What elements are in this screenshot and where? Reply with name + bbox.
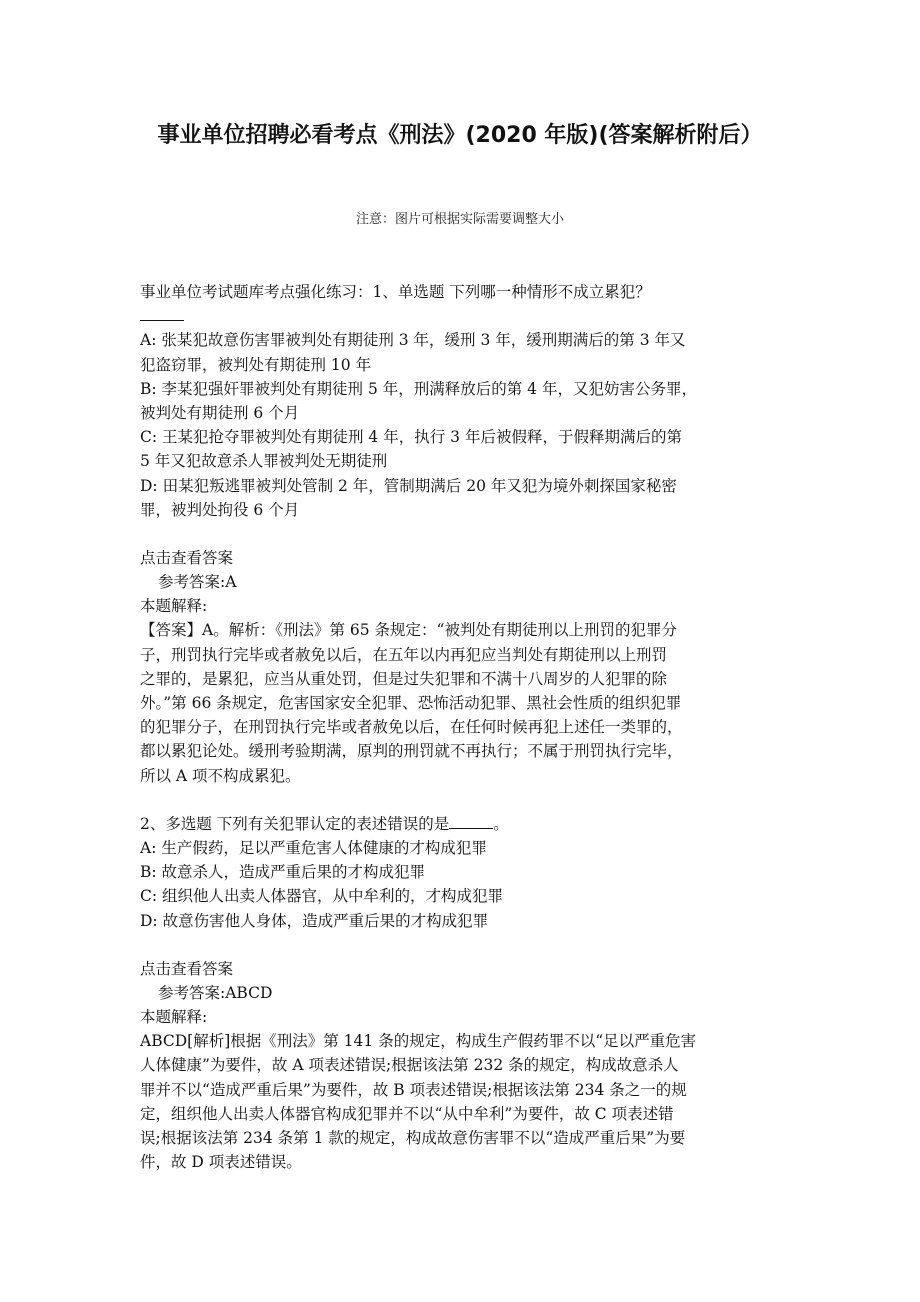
option-b-line-2: 被判处有期徒刑 6 个月 xyxy=(140,403,300,422)
option-b: B: 故意杀人，造成严重后果的才构成犯罪 xyxy=(140,863,426,882)
option-a-line-1: A: 张某犯故意伤害罪被判处有期徒刑 3 年，缓刑 3 年，缓刑期满后的第 3 年又 xyxy=(140,331,686,350)
explanation-line: 件，故 D 项表述错误。 xyxy=(140,1153,302,1172)
option-c-line-1: C: 王某犯抢夺罪被判处有期徒刑 4 年，执行 3 年后被假释，于假释期满后的第 xyxy=(140,428,682,447)
explanation-line: 的犯罪分子，在刑罚执行完毕或者赦免以后，在任何时候再犯上述任一类罪的， xyxy=(140,718,683,737)
blank-underline xyxy=(140,306,184,321)
explanation-line: 【答案】A。解析：《刑法》第 65 条规定：“被判处有期徒刑以上刑罚的犯罪分 xyxy=(140,621,677,640)
explanation-line: 之罪的，是累犯，应当从重处罚，但是过失犯罪和不满十八周岁的人犯罪的除 xyxy=(140,669,668,688)
view-answer-link[interactable]: 点击查看答案 xyxy=(140,959,234,978)
option-c-line-2: 5 年又犯故意杀人罪被判处无期徒刑 xyxy=(140,452,388,471)
blank-underline xyxy=(449,814,493,829)
answer-blank xyxy=(140,304,785,328)
option-a-line-2: 犯盗窃罪，被判处有期徒刑 10 年 xyxy=(140,355,372,374)
option-d-line-1: D: 田某犯叛逃罪被判处管制 2 年，管制期满后 20 年又犯为境外刺探国家秘密 xyxy=(140,476,677,495)
explanation-line: ABCD[解析]根据《刑法》第 141 条的规定，构成生产假药罪不以“足以严重危害 xyxy=(140,1032,697,1051)
spacer xyxy=(140,522,785,546)
image-size-note: 注意：图片可根据实际需要调整大小 xyxy=(355,212,564,227)
explanation-line: 所以 A 项不构成累犯。 xyxy=(140,766,301,785)
explanation-line: 误;根据该法第 234 条第 1 款的规定，构成故意伤害罪不以“造成严重后果”为要 xyxy=(140,1129,686,1147)
option-a: A: 生产假药，足以严重危害人体健康的才构成犯罪 xyxy=(140,838,487,857)
question-stem-end: 。 xyxy=(493,814,509,833)
question-2 xyxy=(140,812,785,1175)
explanation-line: 人体健康”为要件，故 A 项表述错误;根据该法第 232 条的规定，构成故意杀人 xyxy=(140,1056,679,1075)
reference-answer: 参考答案:ABCD xyxy=(158,983,273,1002)
explanation-line: 都以累犯论处。缓刑考验期满，原判的刑罚就不再执行；不属于刑罚执行完毕， xyxy=(140,742,683,761)
explanation-label: 本题解释: xyxy=(140,597,208,616)
explanation-line: 外。”第 66 条规定，危害国家安全犯罪、恐怖活动犯罪、黑社会性质的组织犯罪 xyxy=(140,694,682,712)
option-c: C: 组织他人出卖人体器官，从中牟利的，才构成犯罪 xyxy=(140,887,504,906)
option-b-line-1: B: 李某犯强奸罪被判处有期徒刑 5 年，刑满释放后的第 4 年，又犯妨害公务罪， xyxy=(140,379,697,398)
option-d: D: 故意伤害他人身体，造成严重后果的才构成犯罪 xyxy=(140,911,489,930)
document-body xyxy=(140,280,785,1174)
explanation-label: 本题解释: xyxy=(140,1008,208,1027)
explanation-line: 子，刑罚执行完毕或者赦免以后，在五年以内再犯应当判处有期徒刑以上刑罚 xyxy=(140,645,668,664)
question-stem-text: 2、多选题 下列有关犯罪认定的表述错误的是 xyxy=(140,814,450,833)
spacer xyxy=(140,933,785,957)
question-stem xyxy=(140,812,785,836)
reference-answer: 参考答案:A xyxy=(158,573,237,592)
explanation-line: 定，组织他人出卖人体器官构成犯罪并不以“从中牟利”为要件，故 C 项表述错 xyxy=(140,1104,674,1123)
explanation-line: 罪并不以“造成严重后果”为要件，故 B 项表述错误;根据该法第 234 条之一的规 xyxy=(140,1080,687,1099)
spacer xyxy=(140,788,785,812)
document-title: 事业单位招聘必看考点《刑法》(2020 年版)(答案解析附后） xyxy=(157,123,763,148)
question-stem: 事业单位考试题库考点强化练习：1、单选题 下列哪一种情形不成立累犯？ xyxy=(140,283,651,301)
question-1 xyxy=(140,280,785,788)
view-answer-link[interactable]: 点击查看答案 xyxy=(140,548,234,567)
option-d-line-2: 罪，被判处拘役 6 个月 xyxy=(140,500,300,519)
